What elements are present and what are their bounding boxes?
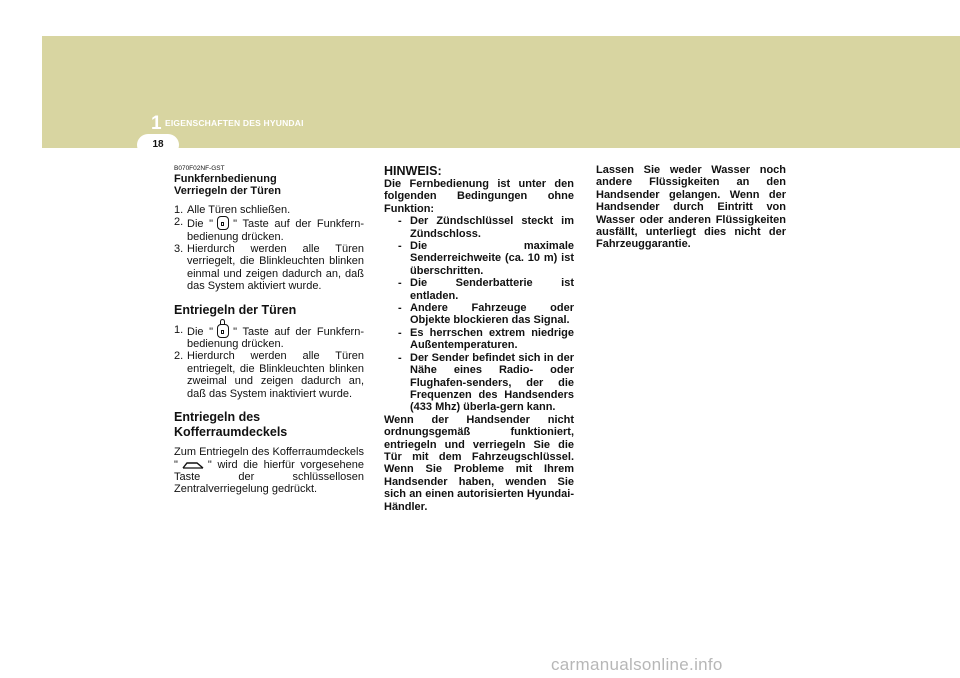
list-item: - Der Sender befindet sich in der Nähe eines Radio- oder Flughafen-senders, der die Frequenzen des Handsenders (433 Mhz) überla-gern kann.: [398, 351, 574, 414]
list-item: 1. Die " " Taste auf der Funkfern-bedienung drücken.: [174, 323, 364, 351]
note-intro: Die Fernbedienung ist unter den folgenden Bedingungen ohne Funktion:: [384, 178, 574, 215]
list-item: - Die Senderbatterie ist entladen.: [398, 277, 574, 302]
chapter-number: 1: [151, 113, 162, 134]
list-item: - Es herrschen extrem niedrige Außentemperaturen.: [398, 326, 574, 352]
list-item: - Der Zündschlüssel steckt im Zündschloss.: [398, 215, 574, 240]
column-right: [596, 164, 786, 251]
lock-key-icon: [217, 216, 229, 230]
unlock-steps: [174, 324, 364, 400]
subsection-title-lock: Verriegeln der Türen: [174, 185, 281, 198]
section-code: B070F02NF-GST: [174, 165, 225, 172]
header-band: [42, 36, 960, 148]
condition-list: [384, 215, 574, 414]
list-item: 3. Hierdurch werden alle Türen verriegelt, die Blinkleuchten blinken einmal und zeigen dadurch an, daß das System aktiviert wurde.: [174, 243, 364, 293]
section-title: Funkfernbedienung: [174, 173, 277, 185]
watermark: carmanualsonline.info: [551, 655, 723, 674]
column-middle: [384, 164, 574, 513]
note-outro: Wenn der Handsender nicht ordnungsgemäß funktioniert, entriegeln und verriegeln Sie die Tür mit dem Fahrzeugschlüssel. Wenn Sie Probleme mit Ihrem Handsender haben, wenden Sie sich an einen autorisierten Hyundai-Händler.: [384, 413, 574, 513]
list-item: 1. Alle Türen schließen.: [174, 203, 291, 216]
lock-steps: [174, 204, 364, 293]
list-item: - Die maximale Senderreichweite (ca. 10 m) ist überschritten.: [398, 240, 574, 277]
trunk-icon: [182, 460, 204, 471]
note-heading: HINWEIS:: [384, 164, 442, 178]
subsection-title-unlock: Entriegeln der Türen: [174, 302, 297, 317]
list-item: 2. Die " " Taste auf der Funkfern-bedienung drücken.: [174, 216, 364, 243]
list-item: 2. Hierdurch werden alle Türen entriegelt, die Blinkleuchten blinken zweimal und zeigen dadurch an, daß das System inaktiviert wurde.: [174, 350, 364, 400]
list-item: - Andere Fahrzeuge oder Objekte blockieren das Signal.: [398, 302, 574, 327]
page-number: 18: [152, 139, 164, 150]
subsection-title-trunk: Entriegeln des Kofferraumdeckels: [174, 410, 288, 440]
column-left: [174, 164, 364, 496]
water-warning: Lassen Sie weder Wasser noch andere Flüssigkeiten an den Handsender gelangen. Wenn der Handsender durch Eintritt von Wasser oder anderen Flüssigkeiten ausfällt, unterliegt dies nicht der Fahrzeuggarantie.: [596, 164, 786, 251]
chapter-title: EIGENSCHAFTEN DES HYUNDAI: [165, 118, 304, 128]
unlock-key-icon: [217, 324, 229, 338]
trunk-paragraph: Zum Entriegeln des Kofferraumdeckels " " wird die hierfür vorgesehene Taste der schlüssellosen Zentralverriegelung gedrückt.: [174, 446, 364, 496]
